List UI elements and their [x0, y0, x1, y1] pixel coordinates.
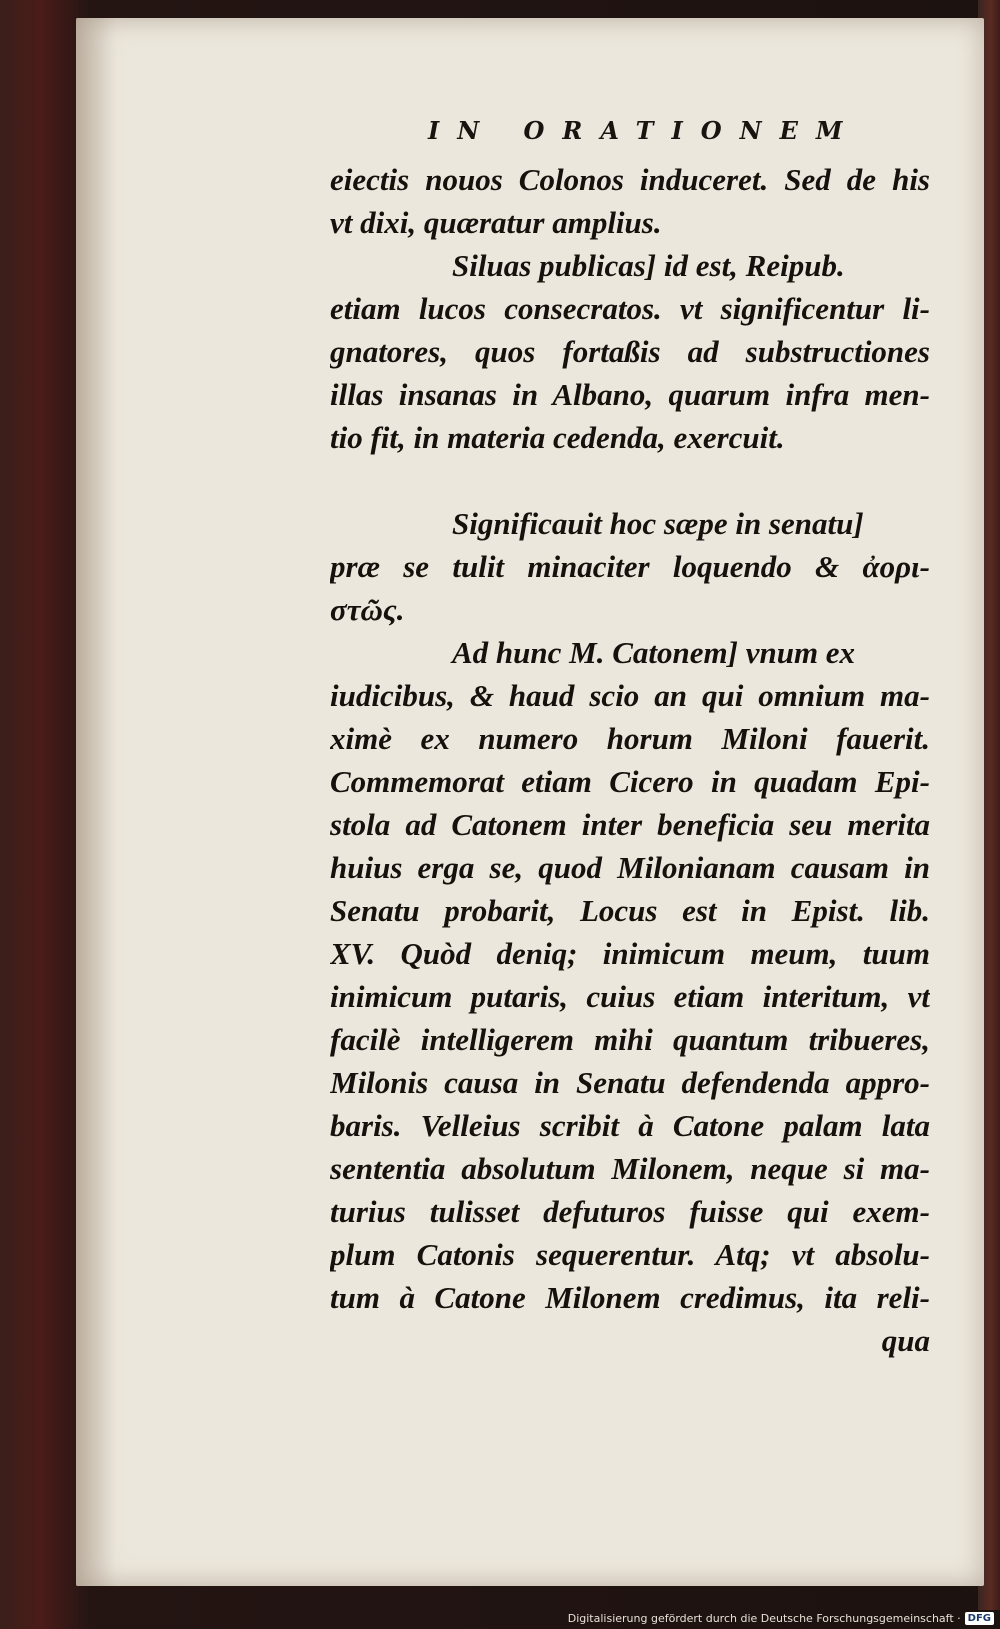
- text-line: inimicum putaris, cuius etiam interitum, vt: [330, 979, 930, 1014]
- text-line: vt dixi, quæratur amplius.: [330, 205, 662, 240]
- text-line: Milonis causa in Senatu defendenda appro-: [330, 1065, 930, 1100]
- body-text: [330, 158, 930, 1362]
- text-line: turius tulisset defuturos fuisse qui exem-: [330, 1194, 930, 1229]
- running-head: IN ORATIONEM: [428, 116, 861, 145]
- digitization-credit: [568, 1612, 994, 1625]
- text-line: præ se tulit minaciter loquendo & ἀορι-: [330, 549, 930, 584]
- text-line: ximè ex numero horum Miloni fauerit.: [330, 721, 930, 756]
- text-line: illas insanas in Albano, quarum infra men-: [330, 377, 930, 412]
- text-line: Significauit hoc sæpe in senatu]: [452, 506, 864, 541]
- text-line: plum Catonis sequerentur. Atq; vt absolu-: [330, 1237, 930, 1272]
- text-line: gnatores, quos fortaßis ad substructiones: [330, 334, 930, 369]
- text-line: στῶς.: [330, 592, 405, 627]
- text-line: tum à Catone Milonem credimus, ita reli-: [330, 1280, 930, 1315]
- text-line: sententia absolutum Milonem, neque si ma-: [330, 1151, 930, 1186]
- paragraph-gap: [330, 459, 930, 502]
- text-line: huius erga se, quod Milonianam causam in: [330, 850, 930, 885]
- text-line: baris. Velleius scribit à Catone palam lata: [330, 1108, 930, 1143]
- text-line: facilè intelligerem mihi quantum tribueres,: [330, 1022, 930, 1057]
- dfg-logo: DFG: [965, 1612, 994, 1625]
- text-line: Commemorat etiam Cicero in quadam Epi-: [330, 764, 930, 799]
- text-line: eiectis nouos Colonos induceret. Sed de his: [330, 162, 930, 197]
- text-line: iudicibus, & haud scio an qui omnium ma-: [330, 678, 930, 713]
- credit-text: Digitalisierung gefördert durch die Deutsche Forschungsgemeinschaft ·: [567, 1612, 961, 1625]
- text-line: XV. Quòd deniq; inimicum meum, tuum: [330, 936, 930, 971]
- text-line: Siluas publicas] id est, Reipub.: [452, 248, 845, 283]
- text-line: tio fit, in materia cedenda, exercuit.: [330, 420, 785, 455]
- text-line: Senatu probarit, Locus est in Epist. lib.: [330, 893, 930, 928]
- text-line: qua: [881, 1323, 930, 1358]
- text-line: stola ad Catonem inter beneficia seu merita: [330, 807, 930, 842]
- text-line: Ad hunc M. Catonem] vnum ex: [452, 635, 856, 670]
- text-line: etiam lucos consecratos. vt significentur li-: [330, 291, 930, 326]
